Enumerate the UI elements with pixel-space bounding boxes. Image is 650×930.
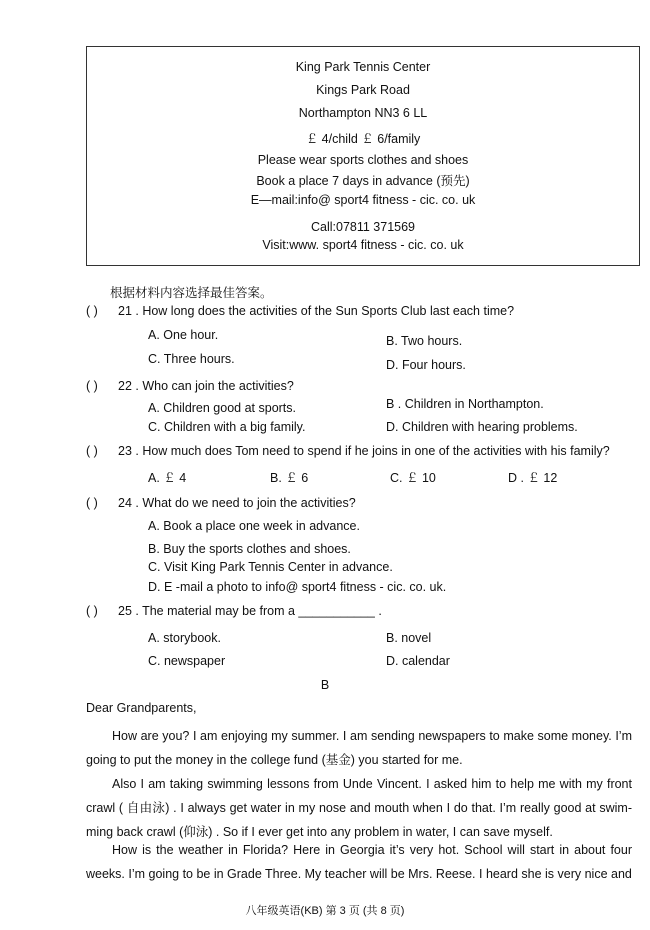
- option-c: C. ￡ 10: [390, 471, 436, 485]
- option-a: A. Children good at sports.: [148, 401, 296, 415]
- option-c: C. Children with a big family.: [148, 420, 306, 434]
- option-b: B. ￡ 6: [270, 471, 309, 485]
- option-d: D. Four hours.: [386, 358, 466, 372]
- option-c: C. Three hours.: [148, 352, 235, 366]
- option-d: D. E -mail a photo to info@ sport4 fitness - cic. co. uk.: [148, 580, 447, 594]
- question-stem: 22 . Who can join the activities?: [118, 379, 294, 393]
- option-a: A. Book a place one week in advance.: [148, 519, 360, 533]
- question-stem: 21 . How long does the activities of the Sun Sports Club last each time?: [118, 304, 515, 318]
- notice-line-email: E—mail:info@ sport4 fitness - cic. co. uk: [250, 193, 476, 207]
- answer-bracket: ( ): [86, 379, 98, 393]
- question-stem: 23 . How much does Tom need to spend if he joins in one of the activities with his family?: [118, 444, 610, 458]
- option-b: B. Two hours.: [386, 334, 463, 348]
- option-c: C. newspaper: [148, 654, 226, 668]
- option-d: D . ￡ 12: [508, 471, 558, 485]
- option-c: C. Visit King Park Tennis Center in advance.: [148, 560, 393, 574]
- page-footer: 八年级英语(KB) 第 3 页 (共 8 页): [245, 905, 405, 917]
- instruction-text: 根据材料内容选择最佳答案。: [110, 286, 273, 300]
- notice-line-booking: Book a place 7 days in advance (预先): [256, 174, 470, 188]
- answer-bracket: ( ): [86, 604, 98, 618]
- answer-bracket: ( ): [86, 444, 98, 458]
- question-stem: 24 . What do we need to join the activities?: [118, 496, 356, 510]
- notice-line-postcode: Northampton NN3 6 LL: [298, 106, 428, 120]
- section-b-label: B: [320, 678, 330, 692]
- option-a: A. storybook.: [148, 631, 221, 645]
- question-stem: 25 . The material may be from a ___________ .: [118, 604, 382, 618]
- answer-bracket: ( ): [86, 304, 98, 318]
- option-b: B. novel: [386, 631, 432, 645]
- option-a: A. ￡ 4: [148, 471, 187, 485]
- letter-paragraph-1: How are you? I am enjoying my summer. I am sending newspapers to make some money. I’m going to put the money in the college fund (基金) you started for me.: [86, 729, 632, 767]
- notice-line-clothes: Please wear sports clothes and shoes: [257, 153, 469, 167]
- notice-line-title: King Park Tennis Center: [295, 60, 431, 74]
- notice-line-phone: Call:07811 371569: [310, 220, 416, 234]
- option-d: D. calendar: [386, 654, 450, 668]
- option-d: D. Children with hearing problems.: [386, 420, 578, 434]
- option-b: B. Buy the sports clothes and shoes.: [148, 542, 351, 556]
- letter-salutation: Dear Grandparents,: [86, 701, 197, 715]
- letter-paragraph-3: How is the weather in Florida? Here in Georgia it’s very hot. School will start in about four weeks. I’m going to be in Grade Three. My teacher will be Mrs. Reese. I heard she is very nice and: [86, 843, 632, 881]
- letter-paragraph-2: Also I am taking swimming lessons from Unde Vincent. I asked him to help me with my front crawl ( 自由泳) . I always get water in my nose and mouth when I do that. I’m really good at swim-ming back crawl (仰泳) . So if I ever get into any problem in water, I can save myself.: [86, 777, 632, 839]
- notice-box: [86, 46, 640, 266]
- option-a: A. One hour.: [148, 328, 219, 342]
- option-b: B . Children in Northampton.: [386, 397, 544, 411]
- notice-line-website: Visit:www. sport4 fitness - cic. co. uk: [262, 238, 464, 252]
- notice-line-price: ￡ 4/child ￡ 6/family: [305, 132, 421, 146]
- answer-bracket: ( ): [86, 496, 98, 510]
- notice-line-road: Kings Park Road: [316, 83, 410, 97]
